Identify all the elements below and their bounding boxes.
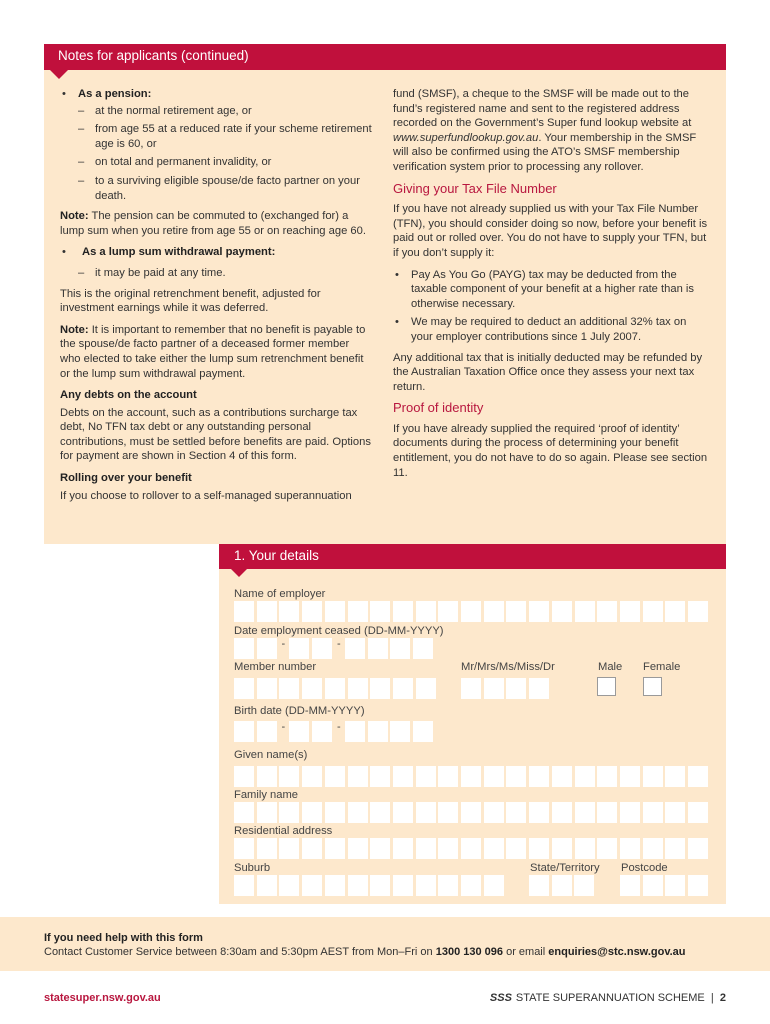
tfn-item: • Pay As You Go (PAYG) tax may be deducted from the taxable component of your benefit at a higher rate than is otherwise necessary. xyxy=(393,268,711,312)
char-box[interactable] xyxy=(279,601,299,622)
male-checkbox[interactable] xyxy=(597,677,616,696)
smsf-paragraph: fund (SMSF), a cheque to the SMSF will be made out to the fund’s registered name and sent to the registered address recorded on the Government’s Super fund lookup website at www.superfundlookup.gov.au. Your membership in the SMSF will also be confirmed using the ATO’s SMSF membership verification system prior to processing any rollover. xyxy=(393,88,697,173)
char-box[interactable] xyxy=(368,638,388,659)
char-box[interactable] xyxy=(302,766,322,787)
char-box[interactable] xyxy=(348,875,368,896)
char-box[interactable] xyxy=(416,838,436,859)
char-box[interactable] xyxy=(552,875,572,896)
char-box[interactable] xyxy=(345,638,365,659)
char-box[interactable] xyxy=(234,766,254,787)
char-box[interactable] xyxy=(302,875,322,896)
char-box[interactable] xyxy=(484,802,504,823)
char-box[interactable] xyxy=(484,678,504,699)
char-box[interactable] xyxy=(370,766,390,787)
char-box[interactable] xyxy=(506,802,526,823)
char-box[interactable] xyxy=(620,601,640,622)
help-panel xyxy=(0,917,770,971)
char-box[interactable] xyxy=(279,678,299,699)
date-separator: - xyxy=(336,721,341,733)
address-label: Residential address xyxy=(234,825,333,837)
char-box[interactable] xyxy=(665,838,685,859)
char-box[interactable] xyxy=(393,766,413,787)
page-number: 2 xyxy=(719,992,726,1004)
char-box[interactable] xyxy=(665,875,685,896)
char-box[interactable] xyxy=(597,601,617,622)
char-box[interactable] xyxy=(461,838,481,859)
debts-paragraph: Debts on the account, such as a contributions surcharge tax debt, No TFN tax debt or any outstanding personal contributions, must be settled before benefits are paid. Options for payment are shown in Section 4 of this form. xyxy=(60,406,371,463)
char-box[interactable] xyxy=(390,638,410,659)
char-box[interactable] xyxy=(416,802,436,823)
char-box[interactable] xyxy=(620,766,640,787)
lump-sum-heading: As a lump sum withdrawal payment: xyxy=(82,246,276,259)
char-box[interactable] xyxy=(325,802,345,823)
char-box[interactable] xyxy=(348,678,368,699)
char-box[interactable] xyxy=(484,601,504,622)
given-names-label: Given name(s) xyxy=(234,749,308,761)
char-box[interactable] xyxy=(368,721,388,742)
char-box[interactable] xyxy=(574,875,594,896)
char-box[interactable] xyxy=(345,721,365,742)
male-label: Male xyxy=(598,661,623,673)
pension-item: – on total and permanent invalidity, or xyxy=(60,155,372,170)
char-box[interactable] xyxy=(348,766,368,787)
date-ceased-label: Date employment ceased (DD-MM-YYYY) xyxy=(234,625,444,637)
rolling-heading: Rolling over your benefit xyxy=(60,472,192,485)
char-box[interactable] xyxy=(529,601,549,622)
char-box[interactable] xyxy=(438,766,458,787)
char-box[interactable] xyxy=(665,601,685,622)
char-box[interactable] xyxy=(506,838,526,859)
char-box[interactable] xyxy=(257,766,277,787)
char-box[interactable] xyxy=(643,838,663,859)
char-box[interactable] xyxy=(575,802,595,823)
state-label: State/Territory xyxy=(530,862,600,874)
char-box[interactable] xyxy=(552,601,572,622)
char-box[interactable] xyxy=(393,838,413,859)
char-box[interactable] xyxy=(257,802,277,823)
char-box[interactable] xyxy=(438,601,458,622)
notes-column-left xyxy=(60,87,372,510)
char-box[interactable] xyxy=(370,802,390,823)
char-box[interactable] xyxy=(312,721,332,742)
char-box[interactable] xyxy=(688,766,708,787)
char-box[interactable] xyxy=(257,601,277,622)
char-box[interactable] xyxy=(665,802,685,823)
char-box[interactable] xyxy=(257,678,277,699)
char-box[interactable] xyxy=(302,838,322,859)
char-box[interactable] xyxy=(438,838,458,859)
char-box[interactable] xyxy=(688,838,708,859)
char-box[interactable] xyxy=(312,638,332,659)
char-box[interactable] xyxy=(529,766,549,787)
debts-heading: Any debts on the account xyxy=(60,389,197,402)
notes-header-pointer xyxy=(50,70,68,79)
char-box[interactable] xyxy=(279,802,299,823)
char-box[interactable] xyxy=(413,638,433,659)
poi-heading: Proof of identity xyxy=(393,400,484,416)
char-box[interactable] xyxy=(234,802,254,823)
char-box[interactable] xyxy=(552,802,572,823)
char-box[interactable] xyxy=(575,766,595,787)
char-box[interactable] xyxy=(257,638,277,659)
date-separator: - xyxy=(336,638,341,650)
lump-sum-item: – it may be paid at any time. xyxy=(60,266,372,281)
postcode-label: Postcode xyxy=(621,862,668,874)
char-box[interactable] xyxy=(597,838,617,859)
char-box[interactable] xyxy=(325,766,345,787)
notes-title: Notes for applicants (continued) xyxy=(58,48,249,63)
tfn-refund-paragraph: Any additional tax that is initially deducted may be refunded by the Australian Taxation Office once they assess your next tax return. xyxy=(393,351,703,393)
char-box[interactable] xyxy=(620,802,640,823)
char-box[interactable] xyxy=(348,802,368,823)
female-checkbox[interactable] xyxy=(643,677,662,696)
char-box[interactable] xyxy=(416,678,436,699)
employer-label: Name of employer xyxy=(234,588,326,600)
char-box[interactable] xyxy=(688,802,708,823)
char-box[interactable] xyxy=(302,601,322,622)
char-box[interactable] xyxy=(620,838,640,859)
help-title: If you need help with this form xyxy=(44,932,203,944)
char-box[interactable] xyxy=(529,838,549,859)
char-box[interactable] xyxy=(289,638,309,659)
char-box[interactable] xyxy=(575,601,595,622)
char-box[interactable] xyxy=(279,875,299,896)
note-spouse: Note: It is important to remember that no benefit is payable to the spouse/de facto partner of a deceased former member who elected to take either the lump sum retrenchment benefit or the lump sum withdrawal payment. xyxy=(60,323,366,380)
female-label: Female xyxy=(643,661,681,673)
char-box[interactable] xyxy=(438,875,458,896)
char-box[interactable] xyxy=(620,875,640,896)
char-box[interactable] xyxy=(370,601,390,622)
details-header-pointer xyxy=(231,569,247,577)
char-box[interactable] xyxy=(325,601,345,622)
char-box[interactable] xyxy=(529,875,549,896)
char-box[interactable] xyxy=(393,875,413,896)
char-box[interactable] xyxy=(597,802,617,823)
title-label: Mr/Mrs/Ms/Miss/Dr xyxy=(461,661,555,673)
footer-scheme xyxy=(490,992,726,1004)
char-box[interactable] xyxy=(390,721,410,742)
char-box[interactable] xyxy=(506,601,526,622)
char-box[interactable] xyxy=(529,802,549,823)
char-box[interactable] xyxy=(643,802,663,823)
char-box[interactable] xyxy=(484,838,504,859)
char-box[interactable] xyxy=(234,601,254,622)
birth-date-label: Birth date (DD-MM-YYYY) xyxy=(234,705,365,717)
tfn-item: • We may be required to deduct an additional 32% tax on your employer contributions since 1 July 2007. xyxy=(393,315,711,344)
pension-heading: As a pension: xyxy=(78,88,152,100)
member-number-label: Member number xyxy=(234,661,317,673)
char-box[interactable] xyxy=(370,875,390,896)
char-box[interactable] xyxy=(597,766,617,787)
pension-item: – at the normal retirement age, or xyxy=(60,104,372,119)
char-box[interactable] xyxy=(552,766,572,787)
char-box[interactable] xyxy=(257,838,277,859)
char-box[interactable] xyxy=(234,638,254,659)
help-phone[interactable]: 1300 130 096 xyxy=(435,946,504,958)
char-box[interactable] xyxy=(413,721,433,742)
char-box[interactable] xyxy=(461,601,481,622)
char-box[interactable] xyxy=(461,678,481,699)
char-box[interactable] xyxy=(665,766,685,787)
date-separator: - xyxy=(281,721,286,733)
char-box[interactable] xyxy=(416,601,436,622)
char-box[interactable] xyxy=(643,766,663,787)
char-box[interactable] xyxy=(325,838,345,859)
char-box[interactable] xyxy=(257,875,277,896)
char-box[interactable] xyxy=(370,838,390,859)
footer-divider: | xyxy=(710,992,714,1004)
char-box[interactable] xyxy=(461,875,481,896)
char-box[interactable] xyxy=(325,875,345,896)
char-box[interactable] xyxy=(289,721,309,742)
char-box[interactable] xyxy=(348,838,368,859)
char-box[interactable] xyxy=(302,802,322,823)
char-box[interactable] xyxy=(257,721,277,742)
retrenchment-paragraph: This is the original retrenchment benefit, adjusted for investment earnings while it was deferred. xyxy=(60,287,321,315)
scheme-name: STATE SUPERANNUATION SCHEME xyxy=(515,992,705,1004)
char-box[interactable] xyxy=(484,766,504,787)
pension-item: – to a surviving eligible spouse/de facto partner on your death. xyxy=(60,174,372,203)
superfundlookup-link[interactable]: www.superfundlookup.gov.au xyxy=(393,131,539,144)
char-box[interactable] xyxy=(643,875,663,896)
char-box[interactable] xyxy=(575,838,595,859)
details-title: 1. Your details xyxy=(234,548,319,563)
char-box[interactable] xyxy=(688,601,708,622)
rolling-paragraph: If you choose to rollover to a self-managed superannuation xyxy=(60,489,352,502)
char-box[interactable] xyxy=(325,678,345,699)
char-box[interactable] xyxy=(688,875,708,896)
char-box[interactable] xyxy=(552,838,572,859)
char-box[interactable] xyxy=(234,838,254,859)
char-box[interactable] xyxy=(348,601,368,622)
char-box[interactable] xyxy=(416,766,436,787)
notes-column-right xyxy=(393,87,711,487)
poi-paragraph: If you have already supplied the required ‘proof of identity’ documents during the process of determining your benefit entitlement, you do not have to do so again. Please see section 11. xyxy=(393,422,708,479)
char-box[interactable] xyxy=(529,678,549,699)
footer-website-link[interactable]: statesuper.nsw.gov.au xyxy=(44,992,161,1004)
suburb-label: Suburb xyxy=(234,862,271,874)
help-text: Contact Customer Service between 8:30am and 5:30pm AEST from Mon–Fri on 1300 130 096 or email enquiries@stc.nsw.gov.au xyxy=(44,946,686,958)
char-box[interactable] xyxy=(438,802,458,823)
family-name-label: Family name xyxy=(234,789,299,801)
sss-logo: SSS xyxy=(489,992,512,1004)
char-box[interactable] xyxy=(484,875,504,896)
char-box[interactable] xyxy=(461,802,481,823)
char-box[interactable] xyxy=(506,678,526,699)
char-box[interactable] xyxy=(234,721,254,742)
pension-item: – from age 55 at a reduced rate if your scheme retirement age is 60, or xyxy=(60,122,372,151)
date-separator: - xyxy=(281,638,286,650)
char-box[interactable] xyxy=(393,678,413,699)
char-box[interactable] xyxy=(506,766,526,787)
help-email-link[interactable]: enquiries@stc.nsw.gov.au xyxy=(548,946,686,958)
char-box[interactable] xyxy=(416,875,436,896)
char-box[interactable] xyxy=(461,766,481,787)
char-box[interactable] xyxy=(279,838,299,859)
char-box[interactable] xyxy=(234,875,254,896)
char-box[interactable] xyxy=(302,678,322,699)
char-box[interactable] xyxy=(234,678,254,699)
note-pension: Note: The pension can be commuted to (exchanged for) a lump sum when you retire from age 55 or on reaching age 60. xyxy=(60,210,366,237)
char-box[interactable] xyxy=(643,601,663,622)
char-box[interactable] xyxy=(393,601,413,622)
tfn-heading: Giving your Tax File Number xyxy=(393,180,557,196)
char-box[interactable] xyxy=(393,802,413,823)
char-box[interactable] xyxy=(370,678,390,699)
char-box[interactable] xyxy=(279,766,299,787)
tfn-paragraph: If you have not already supplied us with your Tax File Number (TFN), you should consider doing so now, before your benefit is paid out or rolled over. You do not have to supply your TFN, but if you don’t supply it: xyxy=(393,203,708,259)
